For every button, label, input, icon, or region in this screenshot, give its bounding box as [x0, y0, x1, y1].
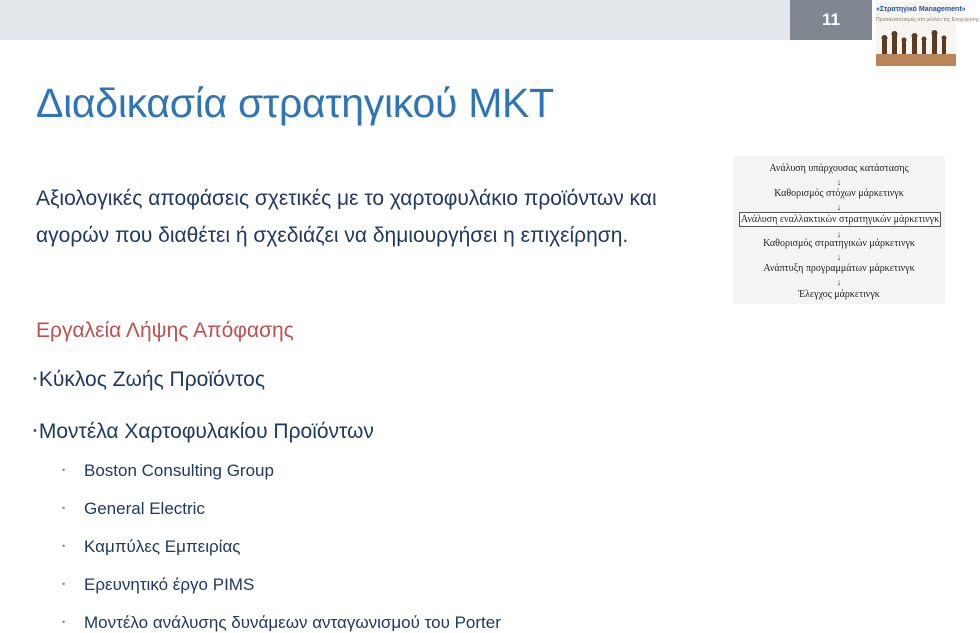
sub-bullet-item	[62, 537, 240, 557]
bullet-item	[33, 368, 265, 392]
sub-bullet-item	[62, 575, 254, 595]
sub-bullet-item	[62, 613, 501, 633]
bullet-dot-icon: •	[62, 465, 66, 475]
bullet-text: Κύκλος Ζωής Προϊόντος	[38, 368, 265, 391]
down-arrow-icon: ↓	[836, 177, 842, 187]
flow-step: Καθορισμός στόχων μάρκετινγκ	[774, 188, 904, 199]
flow-step: Ανάλυση υπάρχουσας κατάστασης	[769, 163, 909, 174]
bullet-dot-icon: •	[62, 579, 66, 589]
sub-bullet-text: Boston Consulting Group	[84, 461, 274, 480]
sub-bullet-item	[62, 461, 274, 481]
marketing-process-diagram	[733, 156, 945, 304]
bullet-text: Μοντέλα Χαρτοφυλακίου Προϊόντων	[38, 420, 374, 443]
slide-title: Διαδικασία στρατηγικού ΜΚΤ	[36, 80, 554, 126]
down-arrow-icon: ↓	[836, 202, 842, 212]
bullet-dot-icon: •	[62, 503, 66, 513]
flow-step: Ανάπτυξη προγραμμάτων μάρκετινγκ	[763, 263, 915, 274]
down-arrow-icon: ↓	[836, 252, 842, 262]
logo-title: «Στρατηγικό Management»	[876, 6, 966, 13]
tools-heading: Εργαλεία Λήψης Απόφασης	[36, 319, 294, 342]
sub-bullet-text: General Electric	[84, 499, 205, 518]
chess-pieces-image	[876, 26, 956, 66]
sub-bullet-item	[62, 499, 205, 519]
bullet-dot-icon: •	[62, 617, 66, 627]
slide-number: 11	[790, 0, 872, 40]
flow-step: Έλεγχος μάρκετινγκ	[798, 289, 880, 300]
sub-bullet-text: Καμπύλες Εμπειρίας	[84, 537, 241, 556]
logo	[876, 2, 980, 66]
sub-bullet-text: Ερευνητικό έργο PIMS	[84, 575, 255, 594]
logo-subtitle: Προσανατολισμός στο μέλλον της Επιχείρησης	[876, 17, 980, 23]
down-arrow-icon: ↓	[836, 277, 842, 287]
flow-step-highlighted: Ανάλυση εναλλακτικών στρατηγικών μάρκετινγκ	[740, 214, 940, 225]
sub-bullet-text: Μοντέλο ανάλυσης δυνάμεων ανταγωνισμού του Porter	[84, 613, 501, 632]
intro-paragraph: Αξιολογικές αποφάσεις σχετικές με το χαρτοφυλάκιο προϊόντων και αγορών που διαθέτει ή σχεδιάζει να δημιουργήσει η επιχείρηση.	[36, 187, 657, 247]
top-bar	[0, 0, 872, 40]
flow-step: Καθορισμός στρατηγικών μάρκετινγκ	[763, 238, 915, 249]
bullet-dot-icon: •	[62, 541, 66, 551]
bullet-dot-icon: •	[33, 425, 37, 437]
bullet-item	[33, 420, 374, 444]
down-arrow-icon: ↓	[836, 229, 842, 239]
bullet-dot-icon: •	[33, 373, 37, 385]
